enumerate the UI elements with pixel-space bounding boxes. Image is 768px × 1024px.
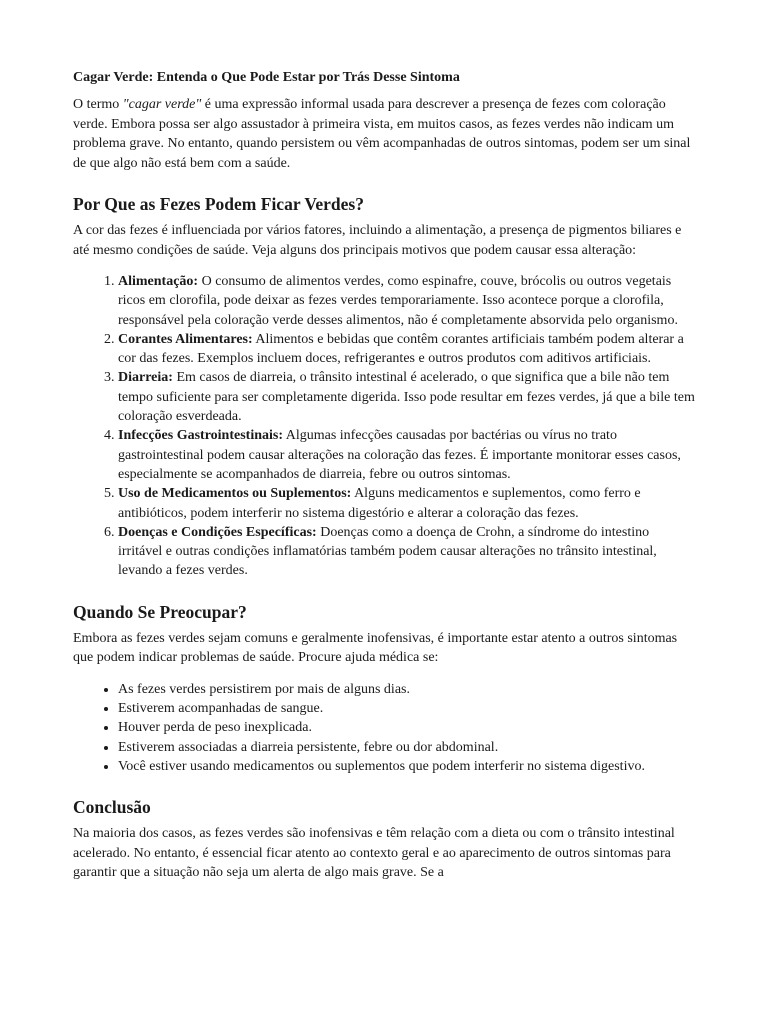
list-item: • Estiverem acompanhadas de sangue. [118, 699, 695, 718]
causes-list [73, 272, 695, 581]
list-item: • Houver perda de peso inexplicada. [118, 718, 695, 737]
conclusion-paragraph: Na maioria dos casos, as fezes verdes são inofensivas e têm relação com a dieta ou com o trânsito intestinal acelerado. No entanto, é essencial ficar atento ao contexto geral e ao aparecimento de outros sintomas para garantir que a situação não seja um alerta de algo mais grave. Se a [73, 826, 675, 881]
list-item-text: Algumas infecções causadas por bactérias ou vírus no trato gastrointestinal podem causar alterações na coloração das fezes. É importante monitorar esses casos, especialmente se acompanhados de diarreia, febre ou outros sintomas. [118, 428, 681, 482]
list-item [118, 523, 695, 581]
list-item-label: Alimentação: [118, 274, 199, 289]
list-item [118, 484, 695, 523]
list-item-text: O consumo de alimentos verdes, como espinafre, couve, brócolis ou outros vegetais ricos em clorofila, pode deixar as fezes verdes temporariamente. Isso acontece porque a clorofila, responsável pela coloração verde desses alimentos, não é completamente absorvida pelo organismo. [118, 274, 678, 328]
section-heading-when-to-worry: Quando Se Preocupar? [73, 601, 247, 622]
document-page [73, 60, 695, 895]
warning-signs-list [73, 680, 695, 776]
intro-rest: é uma expressão informal usada para descrever a presença de fezes com coloração verde. Embora possa ser algo assustador à primeira vista, em muitos casos, as fezes verdes não indicam um problema grave. No entanto, quando persistem ou vêm acompanhadas de outros sintomas, podem ser um sinal de que algo não está bem com a saúde. [73, 97, 691, 171]
list-item-text: Alimentos e bebidas que contêm corantes artificiais também podem alterar a cor das fezes. Exemplos incluem doces, refrigerantes e outros produtos com aditivos artificiais. [118, 331, 684, 367]
list-item: • As fezes verdes persistirem por mais de alguns dias. [118, 680, 695, 699]
causes-intro: A cor das fezes é influenciada por vários fatores, incluindo a alimentação, a presença de pigmentos biliares e até mesmo condições de saúde. Veja alguns dos principais motivos que podem causar essa alteração: [73, 223, 682, 258]
list-item-text: Doenças como a doença de Crohn, a síndrome do intestino irritável e outras condições inflamatórias também podem causar alterações no trânsito intestinal, levando a fezes verdes. [118, 524, 657, 579]
list-item [118, 330, 695, 369]
section-heading-causes: Por Que as Fezes Podem Ficar Verdes? [73, 194, 364, 214]
when-to-worry-intro: Embora as fezes verdes sejam comuns e geralmente inofensivas, é importante estar atento a outros sintomas que podem indicar problemas de saúde. Procure ajuda médica se: [73, 630, 678, 666]
intro-term: "cagar verde" [122, 97, 202, 112]
list-item [118, 272, 695, 330]
section-heading-conclusion: Conclusão [73, 797, 151, 818]
list-item-label: Uso de Medicamentos ou Suplementos: [118, 486, 352, 502]
list-item: • Você estiver usando medicamentos ou suplementos que podem interferir no sistema digestivo. [118, 757, 695, 776]
list-item-label: Doenças e Condições Específicas: [118, 524, 317, 540]
list-item: • Estiverem associadas a diarreia persistente, febre ou dor abdominal. [118, 738, 695, 757]
document-title: Cagar Verde: Entenda o Que Pode Estar por Trás Desse Sintoma [73, 70, 460, 85]
list-item-text: Em casos de diarreia, o trânsito intestinal é acelerado, o que significa que a bile não tem tempo suficiente para ser completamente digerida. Isso pode resultar em fezes verdes, já que a bile tem coloração esverdeada. [118, 370, 695, 425]
intro-prefix: O termo [73, 97, 123, 112]
list-item-text: Alguns medicamentos e suplementos, como ferro e antibióticos, podem interferir no sistema digestório e alterar a coloração das fezes. [118, 486, 641, 521]
list-item-label: Diarreia: [118, 370, 173, 386]
list-item-label: Infecções Gastrointestinais: [118, 428, 283, 444]
intro-paragraph [73, 95, 695, 173]
list-item-label: Corantes Alimentares: [118, 331, 253, 347]
list-item [118, 426, 695, 484]
list-item [118, 368, 695, 426]
